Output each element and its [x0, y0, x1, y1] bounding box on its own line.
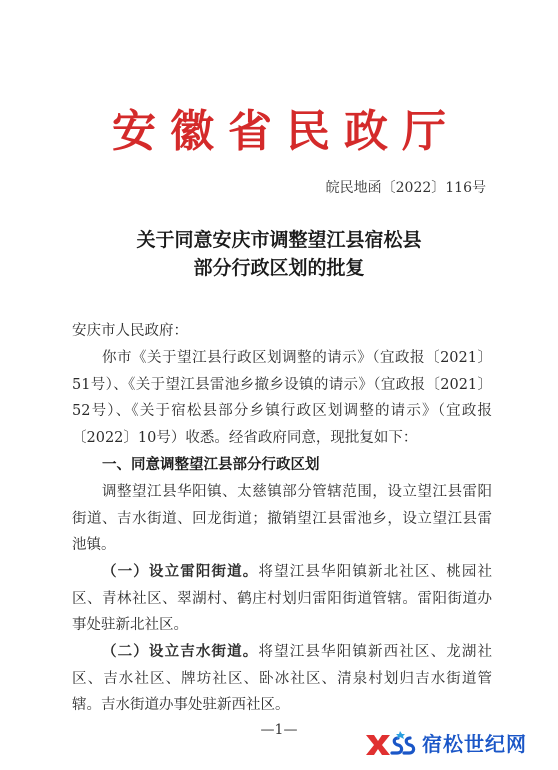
- xss-logo-icon: [360, 729, 416, 759]
- paragraph-adjustment: 调整望江县华阳镇、太慈镇部分管辖范围，设立望江县雷阳街道、吉水街道、回龙街道；撤销望江县雷池乡，设立望江县雷池镇。: [72, 484, 492, 553]
- leiyang-text: 将望江县华阳镇新北社区、桃园社区、青林社区、翠湖村、鹤庄村划归雷阳街道管辖。雷阳街道办事处驻新北社区。: [72, 564, 493, 633]
- leiyang-label: （一）设立雷阳街道。: [102, 564, 259, 580]
- paragraph-intro: 你市《关于望江县行政区划调整的请示》（宜政报〔2021〕51号）、《关于望江县雷池乡撤乡设镇的请示》（宜政报〔2021〕52号）、《关于宿松县部分乡镇行政区划调整的请示》（宜政报〔2022〕10号）收悉。经省政府同意，现批复如下：: [72, 350, 492, 446]
- letterhead: 安徽省民政厅: [112, 106, 460, 157]
- watermark-brand-text: 宿松世纪网: [422, 732, 527, 756]
- document-number: 皖民地函〔2022〕116号: [325, 180, 486, 196]
- watermark: [360, 728, 550, 760]
- page-number: —1—: [260, 722, 298, 738]
- title-line-2: 部分行政区划的批复: [193, 257, 365, 279]
- paragraph-leiyang: [72, 559, 492, 639]
- addressee: 安庆市人民政府：: [72, 323, 188, 339]
- paragraph-jishui: [72, 639, 492, 719]
- jishui-label: （二）设立吉水街道。: [102, 644, 259, 660]
- jishui-text: 将望江县华阳镇新西社区、龙湖社区、吉水社区、牌坊社区、卧冰社区、清泉村划归吉水街道管辖。吉水街道办事处驻新西社区。: [72, 644, 493, 713]
- section-heading-1: 一、同意调整望江县部分行政区划: [102, 457, 320, 473]
- red-rule: [70, 170, 490, 172]
- document-title: [0, 226, 558, 282]
- title-line-1: 关于同意安庆市调整望江县宿松县: [136, 229, 422, 251]
